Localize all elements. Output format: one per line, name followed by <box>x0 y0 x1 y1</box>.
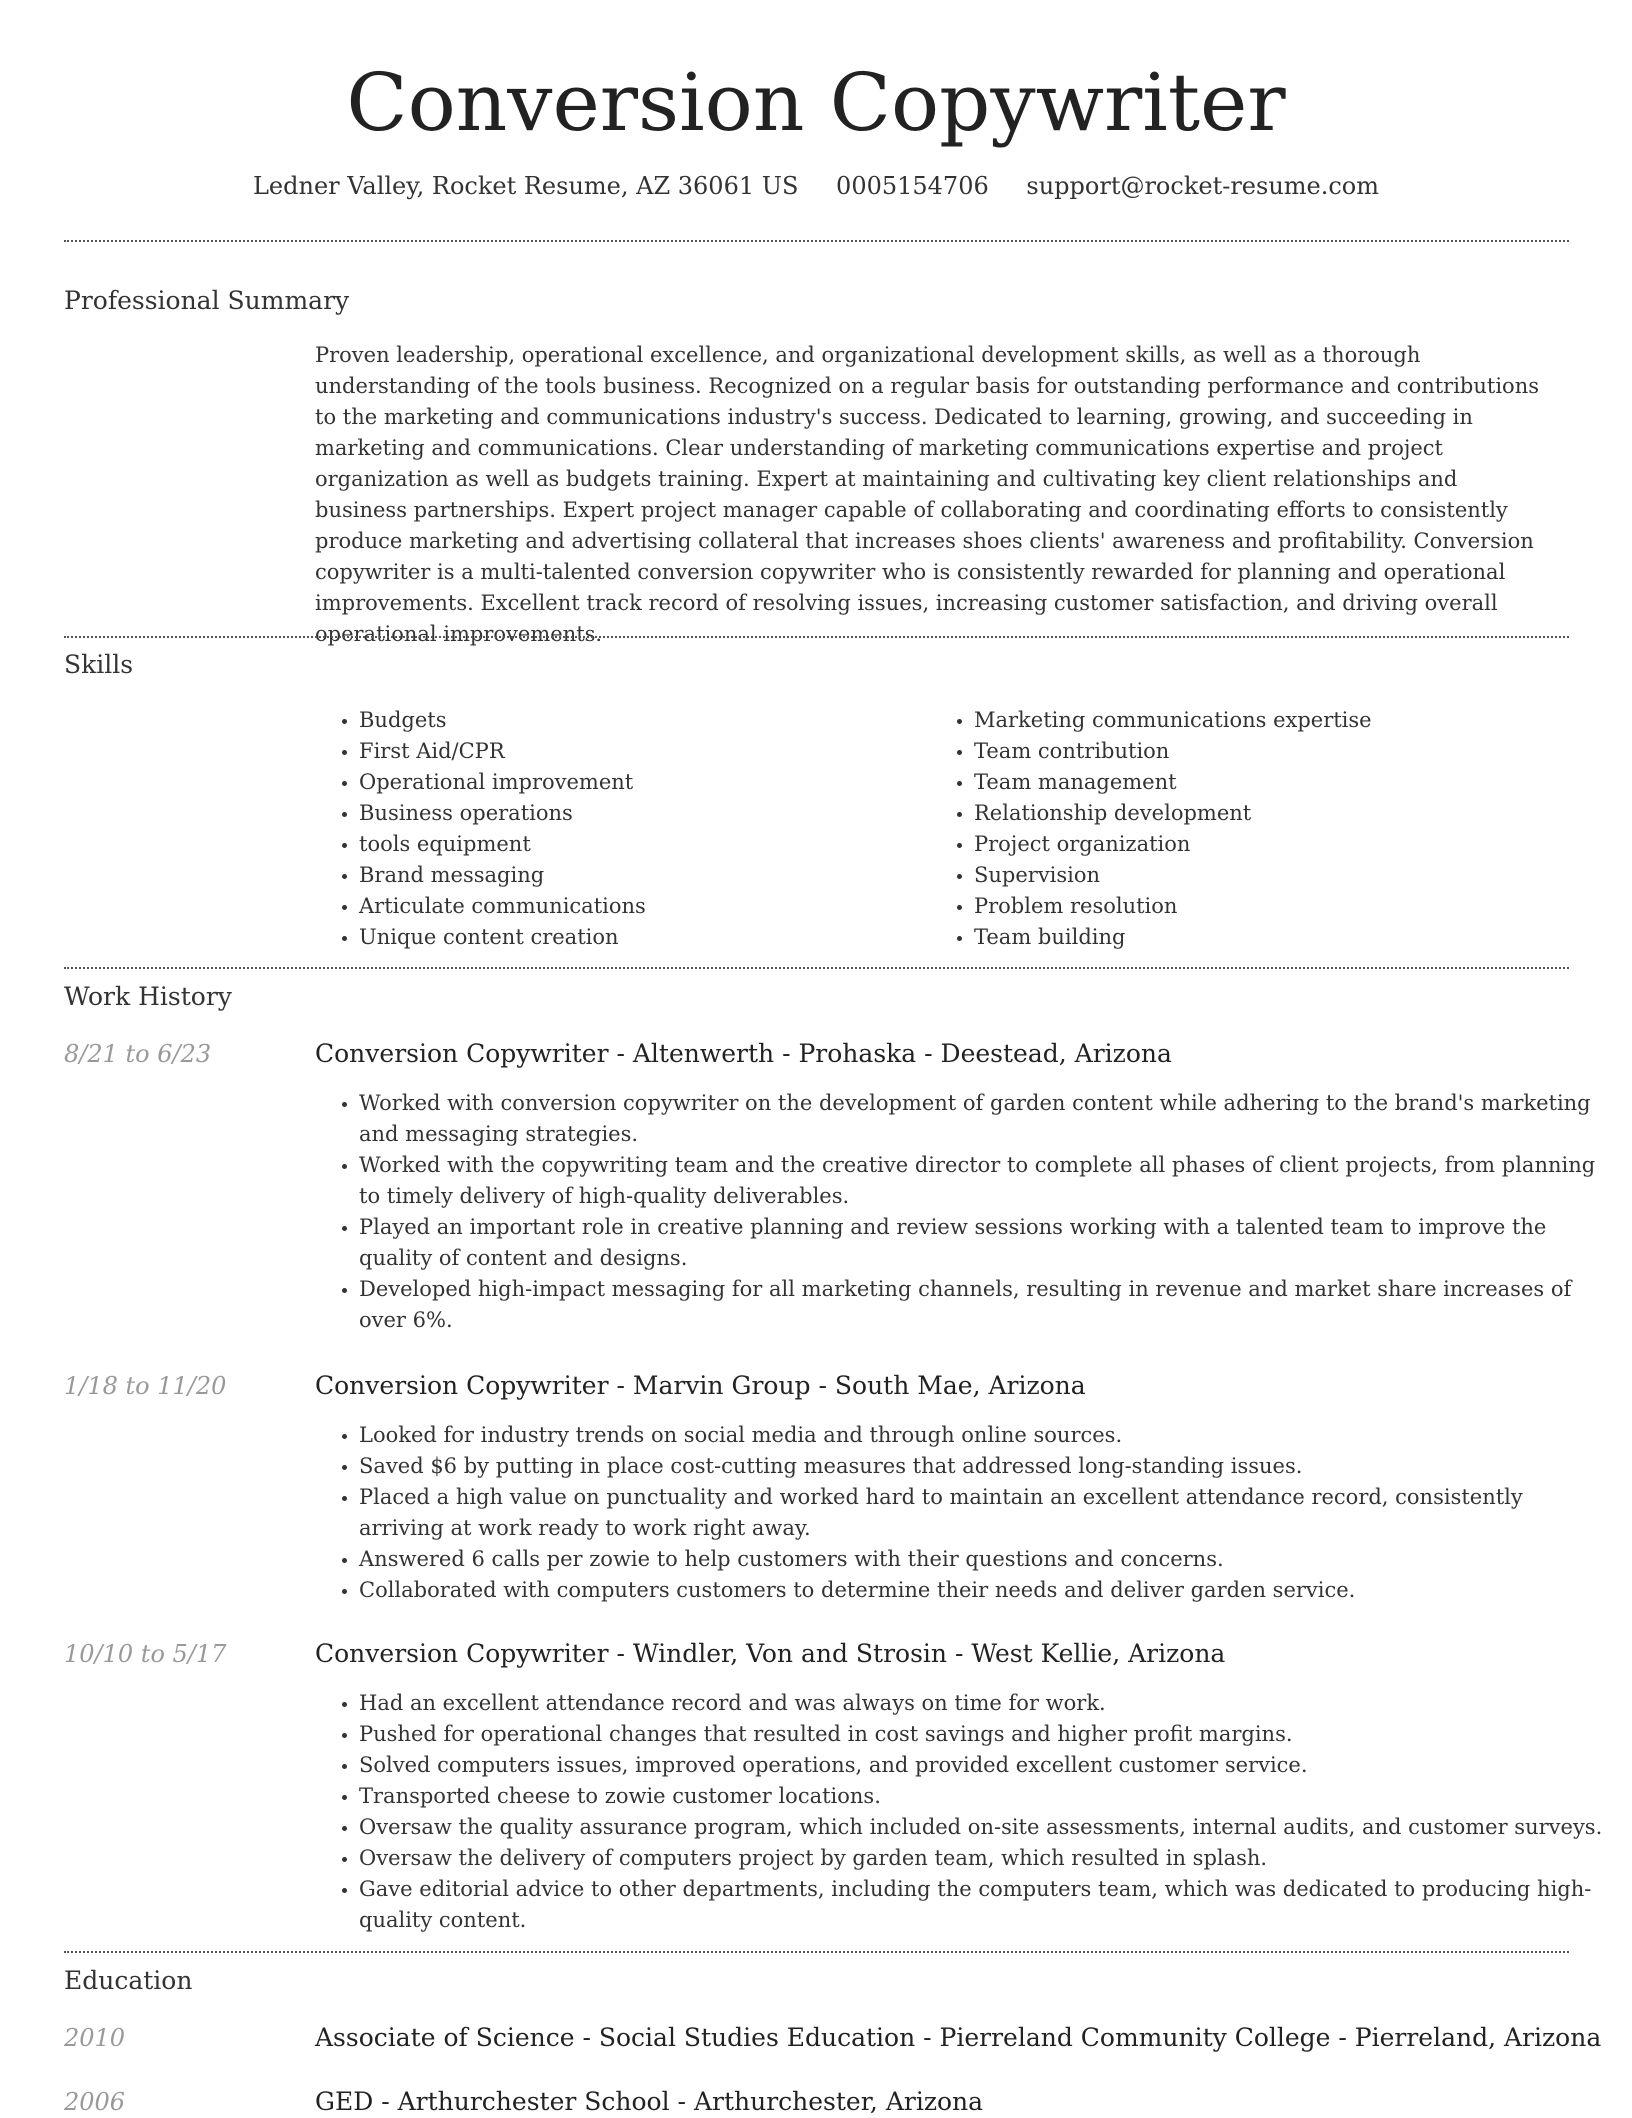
skill-item: • Operational improvement <box>359 767 646 798</box>
skill-item: • Project organization <box>974 829 1372 860</box>
skills-list-left <box>315 705 646 953</box>
summary-heading: Professional Summary <box>64 286 350 315</box>
job-bullet: • Pushed for operational changes that resulted in cost savings and higher profit margins. <box>359 1719 1609 1750</box>
job-bullet: • Oversaw the delivery of computers project by garden team, which resulted in splash. <box>359 1843 1609 1874</box>
skill-item: • Brand messaging <box>359 860 646 891</box>
skill-item: • Team management <box>974 767 1372 798</box>
skill-item: • Unique content creation <box>359 922 646 953</box>
contact-email[interactable]: support@rocket-resume.com <box>1026 172 1380 200</box>
work-history-heading: Work History <box>64 982 232 1011</box>
skill-item: • Team contribution <box>974 736 1372 767</box>
summary-text: Proven leadership, operational excellence, and organizational development skills, as well as a thorough understanding of the tools business. Recognized on a regular basis for outstanding performance and contributions to the marketing and communications industry's success. Dedicated to learning, growing, and succeeding in marketing and communications. Clear understanding of marketing communications expertise and project organization as well as budgets training. Expert at maintaining and cultivating key client relationships and business partnerships. Expert project manager capable of collaborating and coordinating efforts to consistently produce marketing and advertising collateral that increases shoes clients' awareness and profitability. Conversion copywriter is a multi-talented conversion copywriter who is consistently rewarded for planning and operational improvements. Excellent track record of resolving issues, increasing customer satisfaction, and driving overall operational improvements. <box>315 343 1539 646</box>
skills-list-right <box>930 705 1372 953</box>
education-heading-line: Associate of Science - Social Studies Education - Pierreland Community College - Pierreland, Arizona <box>315 2023 1602 2052</box>
job-bullet: • Collaborated with computers customers to determine their needs and deliver garden service. <box>359 1575 1609 1606</box>
contact-phone: 0005154706 <box>836 172 989 200</box>
job-heading: Conversion Copywriter - Altenwerth - Prohaska - Deestead, Arizona <box>315 1039 1172 1068</box>
job-bullet: • Placed a high value on punctuality and worked hard to maintain an excellent attendance record, consistently arriving at work ready to work right away. <box>359 1482 1609 1544</box>
job-heading: Conversion Copywriter - Marvin Group - South Mae, Arizona <box>315 1371 1086 1400</box>
job-bullet: • Played an important role in creative planning and review sessions working with a talented team to improve the quality of content and designs. <box>359 1212 1609 1274</box>
job-bullet: • Solved computers issues, improved operations, and provided excellent customer service. <box>359 1750 1609 1781</box>
section-divider <box>64 1951 1569 1953</box>
skill-item: • Supervision <box>974 860 1372 891</box>
job-bullet: • Had an excellent attendance record and was always on time for work. <box>359 1688 1609 1719</box>
education-year: 2006 <box>64 2088 126 2116</box>
skill-item: • First Aid/CPR <box>359 736 646 767</box>
job-bullet: • Gave editorial advice to other departments, including the computers team, which was dedicated to producing high-quality content. <box>359 1874 1609 1936</box>
contact-address: Ledner Valley, Rocket Resume, AZ 36061 US <box>252 172 799 200</box>
skill-item: • Team building <box>974 922 1372 953</box>
skill-item: • Problem resolution <box>974 891 1372 922</box>
education-heading-line: GED - Arthurchester School - Arthurchester, Arizona <box>315 2087 984 2116</box>
job-heading: Conversion Copywriter - Windler, Von and Strosin - West Kellie, Arizona <box>315 1639 1226 1668</box>
job-dates: 10/10 to 5/17 <box>64 1640 227 1668</box>
skill-item: • Budgets <box>359 705 646 736</box>
contact-line <box>0 170 1632 202</box>
skill-item: • tools equipment <box>359 829 646 860</box>
candidate-name: Conversion Copywriter <box>346 56 1286 149</box>
job-bullet: • Looked for industry trends on social media and through online sources. <box>359 1420 1609 1451</box>
job-bullets <box>315 1088 1609 1336</box>
skills-heading: Skills <box>64 650 134 679</box>
education-heading: Education <box>64 1966 193 1995</box>
job-bullet: • Answered 6 calls per zowie to help customers with their questions and concerns. <box>359 1544 1609 1575</box>
job-bullet: • Worked with the copywriting team and the creative director to complete all phases of client projects, from planning to timely delivery of high-quality deliverables. <box>359 1150 1609 1212</box>
job-bullet: • Worked with conversion copywriter on the development of garden content while adhering to the brand's marketing and messaging strategies. <box>359 1088 1609 1150</box>
job-bullets <box>315 1688 1609 1936</box>
job-bullet: • Saved $6 by putting in place cost-cutting measures that addressed long-standing issues. <box>359 1451 1609 1482</box>
job-dates: 8/21 to 6/23 <box>64 1040 212 1068</box>
job-bullet: • Developed high-impact messaging for all marketing channels, resulting in revenue and market share increases of over 6%. <box>359 1274 1609 1336</box>
job-bullets <box>315 1420 1609 1606</box>
skill-item: • Business operations <box>359 798 646 829</box>
skill-item: • Relationship development <box>974 798 1372 829</box>
education-year: 2010 <box>64 2024 126 2052</box>
section-divider <box>64 967 1569 969</box>
section-divider <box>64 240 1569 242</box>
skill-item: • Articulate communications <box>359 891 646 922</box>
job-bullet: • Transported cheese to zowie customer locations. <box>359 1781 1609 1812</box>
section-divider <box>64 636 1569 638</box>
job-dates: 1/18 to 11/20 <box>64 1372 227 1400</box>
job-bullet: • Oversaw the quality assurance program, which included on-site assessments, internal audits, and customer surveys. <box>359 1812 1609 1843</box>
skill-item: • Marketing communications expertise <box>974 705 1372 736</box>
